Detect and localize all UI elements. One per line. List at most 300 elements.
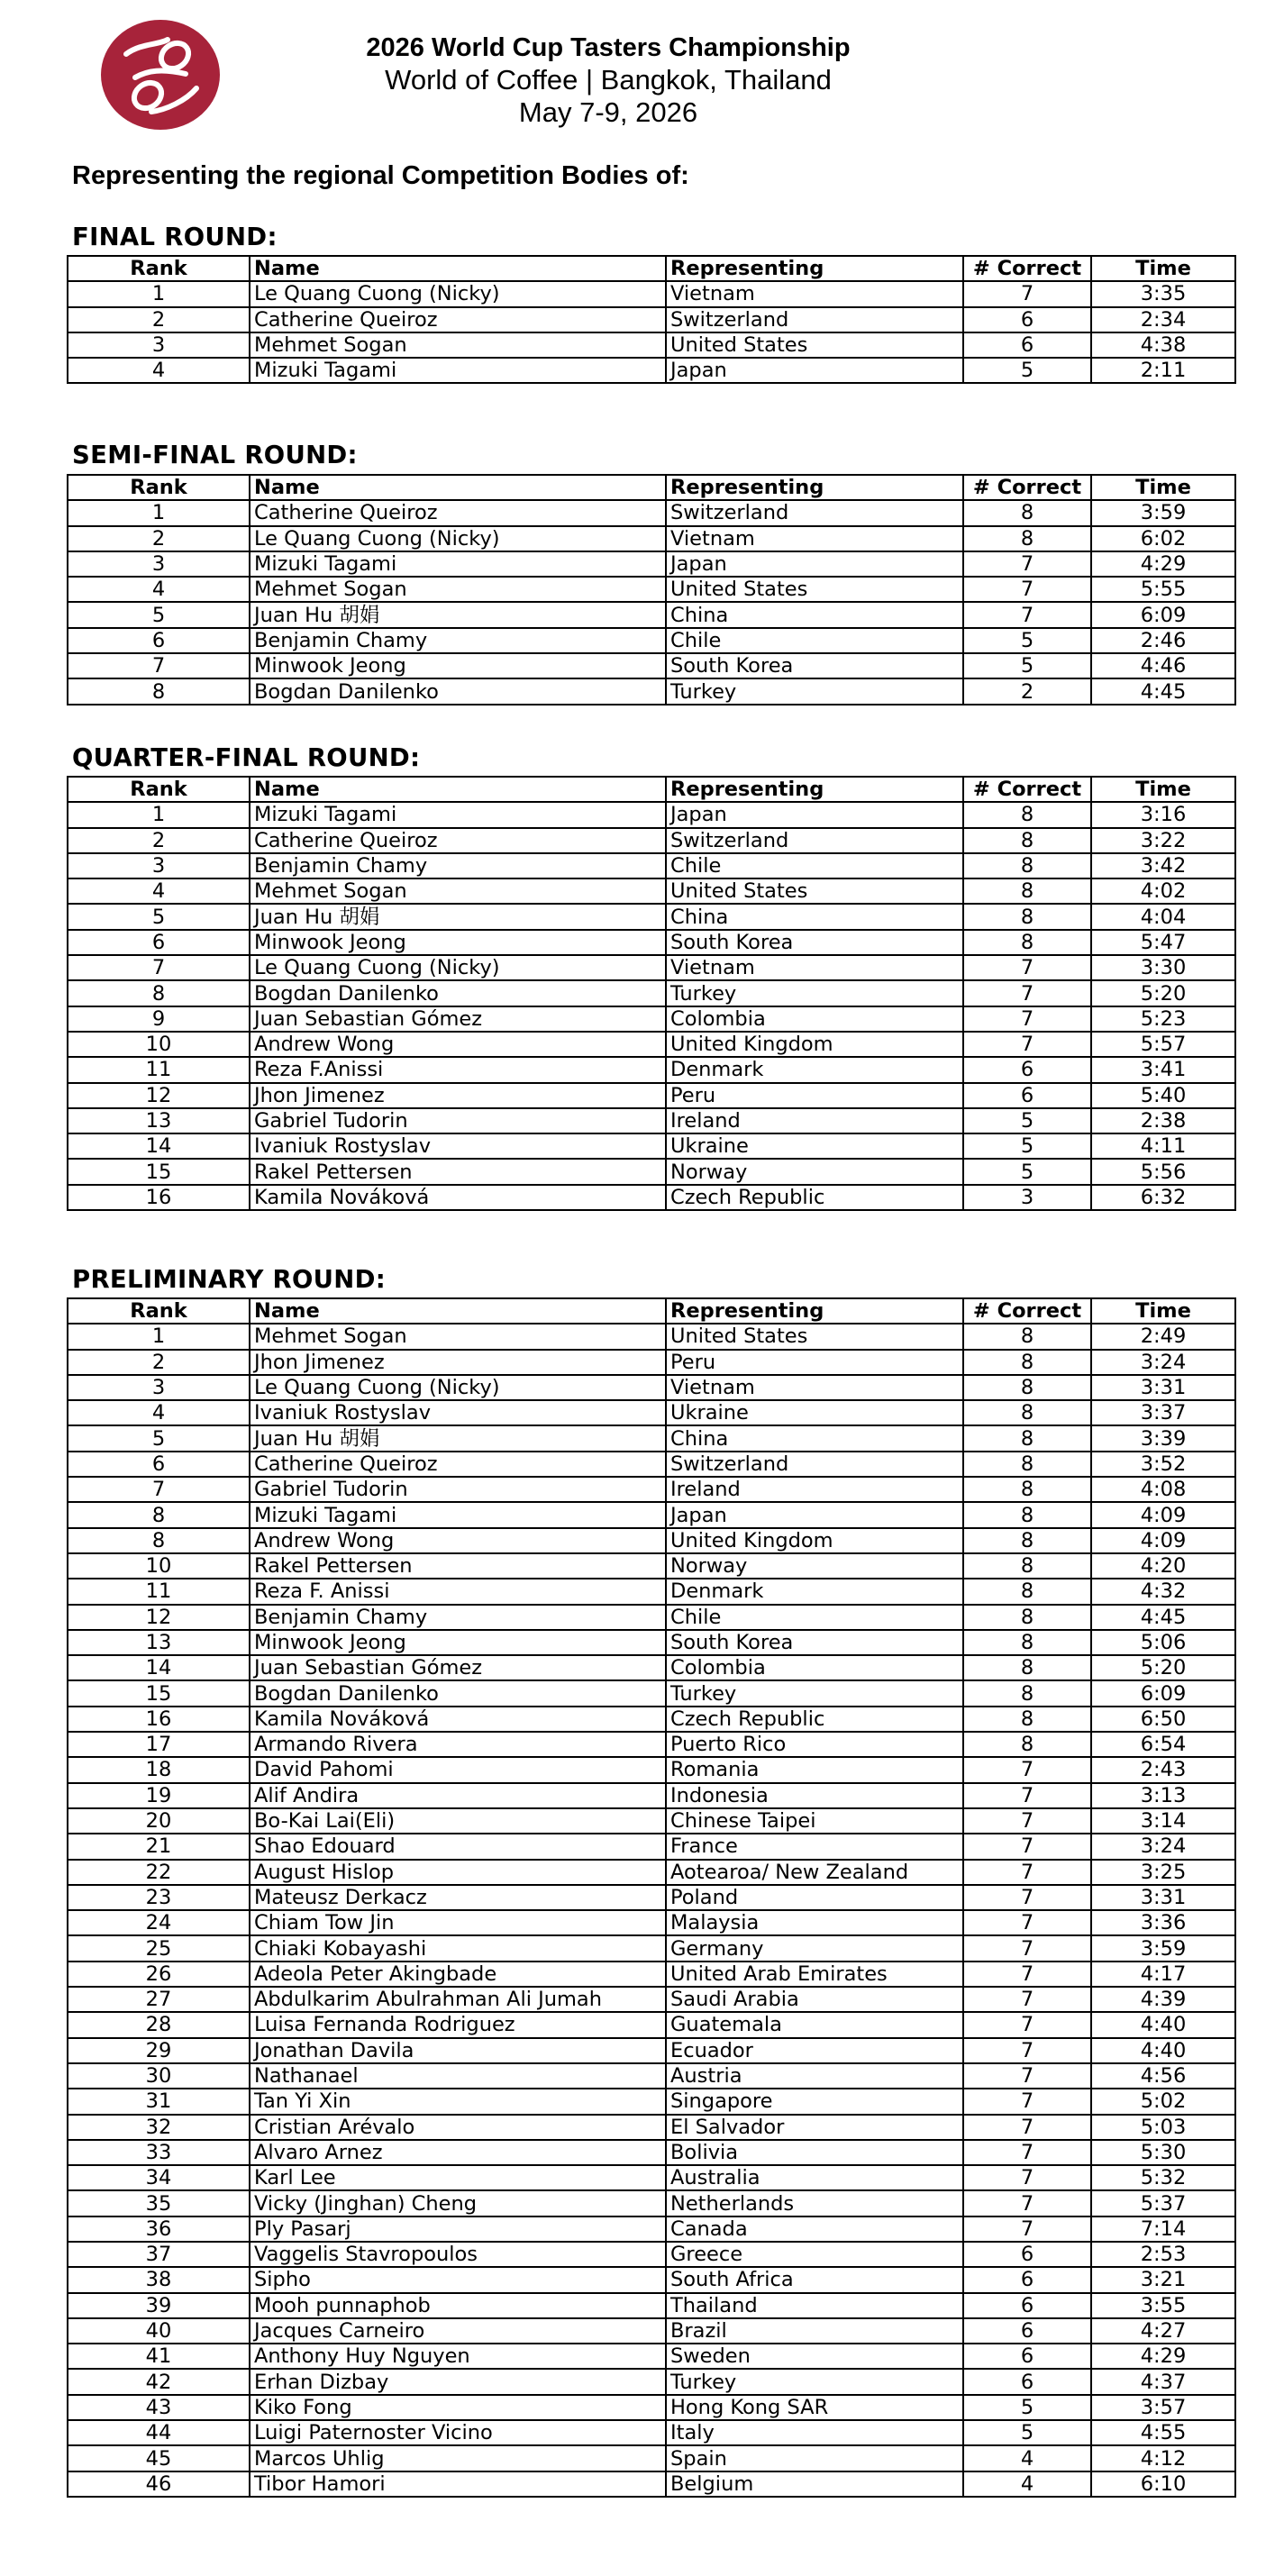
cell-rank: 8 [68, 1528, 250, 1553]
cell-rank: 33 [68, 2140, 250, 2165]
cell-correct: 8 [963, 1350, 1091, 1375]
table-row [68, 1783, 1235, 1808]
table-row [68, 1502, 1235, 1527]
cell-name: Mehmet Sogan [250, 878, 666, 904]
cell-name: David Pahomi [250, 1757, 666, 1782]
column-header-name: Name [250, 475, 666, 500]
table-row [68, 628, 1235, 653]
cell-name: Andrew Wong [250, 1032, 666, 1057]
cell-correct: 6 [963, 2344, 1091, 2369]
column-header-representing: Representing [666, 1298, 963, 1324]
table-row [68, 1680, 1235, 1706]
cell-rank: 6 [68, 930, 250, 955]
cell-representing: Peru [666, 1350, 963, 1375]
cell-correct: 8 [963, 526, 1091, 551]
cell-correct: 4 [963, 2445, 1091, 2471]
cell-rank: 37 [68, 2242, 250, 2267]
cell-representing: South Korea [666, 653, 963, 678]
cell-rank: 15 [68, 1680, 250, 1706]
cell-rank: 25 [68, 1935, 250, 1961]
cell-name: Benjamin Chamy [250, 1605, 666, 1630]
cell-correct: 3 [963, 1185, 1091, 1210]
table-row [68, 1324, 1235, 1349]
cell-name: Chiaki Kobayashi [250, 1935, 666, 1961]
cell-name: Jonathan Davila [250, 2038, 666, 2063]
cell-representing: South Africa [666, 2267, 963, 2292]
semi-final-round-title: SEMI-FINAL ROUND: [72, 441, 358, 469]
cell-correct: 7 [963, 1006, 1091, 1032]
cell-time: 2:49 [1091, 1324, 1235, 1349]
cell-time: 5:55 [1091, 577, 1235, 602]
table-row [68, 2420, 1235, 2445]
cell-rank: 9 [68, 1006, 250, 1032]
cell-name: Le Quang Cuong (Nicky) [250, 526, 666, 551]
cell-name: Jhon Jimenez [250, 1083, 666, 1108]
cell-name: Le Quang Cuong (Nicky) [250, 1375, 666, 1400]
semi-final-round-table [67, 474, 1236, 705]
cell-time: 3:24 [1091, 1350, 1235, 1375]
cell-representing: Switzerland [666, 500, 963, 525]
cell-correct: 7 [963, 1808, 1091, 1834]
cell-rank: 40 [68, 2318, 250, 2344]
cell-rank: 8 [68, 980, 250, 1006]
cell-time: 3:52 [1091, 1452, 1235, 1477]
cell-correct: 7 [963, 577, 1091, 602]
table-row [68, 1732, 1235, 1757]
cell-rank: 1 [68, 1324, 250, 1349]
cell-rank: 1 [68, 281, 250, 306]
cell-name: Vicky (Jinghan) Cheng [250, 2190, 666, 2216]
cell-rank: 32 [68, 2115, 250, 2140]
cell-representing: China [666, 1425, 963, 1451]
cell-name: Rakel Pettersen [250, 1553, 666, 1579]
table-row [68, 1630, 1235, 1655]
cell-representing: Denmark [666, 1057, 963, 1082]
cell-representing: South Korea [666, 1630, 963, 1655]
cell-time: 4:32 [1091, 1579, 1235, 1604]
cell-representing: Ireland [666, 1477, 963, 1502]
cell-time: 4:39 [1091, 1987, 1235, 2012]
cell-name: Gabriel Tudorin [250, 1108, 666, 1133]
cell-time: 4:09 [1091, 1528, 1235, 1553]
table-row [68, 577, 1235, 602]
table-row [68, 2038, 1235, 2063]
table-row [68, 1579, 1235, 1604]
cell-correct: 7 [963, 1910, 1091, 1935]
cell-time: 6:09 [1091, 1680, 1235, 1706]
cell-time: 6:09 [1091, 602, 1235, 627]
cell-rank: 12 [68, 1083, 250, 1108]
cell-correct: 7 [963, 955, 1091, 980]
cell-rank: 7 [68, 653, 250, 678]
cell-time: 4:27 [1091, 2318, 1235, 2344]
column-header-correct: # Correct [963, 256, 1091, 281]
cell-time: 4:29 [1091, 2344, 1235, 2369]
table-row [68, 1159, 1235, 1184]
cell-correct: 7 [963, 2190, 1091, 2216]
cell-representing: Belgium [666, 2471, 963, 2497]
cell-rank: 16 [68, 1707, 250, 1732]
event-dates: May 7-9, 2026 [518, 96, 698, 128]
cell-rank: 45 [68, 2445, 250, 2471]
cell-representing: Germany [666, 1935, 963, 1961]
cell-name: Catherine Queiroz [250, 307, 666, 332]
cell-correct: 7 [963, 2089, 1091, 2114]
cell-representing: Malaysia [666, 1910, 963, 1935]
cell-representing: Vietnam [666, 1375, 963, 1400]
cell-correct: 6 [963, 307, 1091, 332]
coffee-cups-logo-icon [99, 18, 222, 132]
cell-name: Bogdan Danilenko [250, 1680, 666, 1706]
cell-correct: 5 [963, 2420, 1091, 2445]
cell-name: Mizuki Tagami [250, 551, 666, 577]
cell-time: 3:13 [1091, 1783, 1235, 1808]
table-row [68, 1057, 1235, 1082]
cell-rank: 15 [68, 1159, 250, 1184]
column-header-time: Time [1091, 256, 1235, 281]
cell-rank: 3 [68, 1375, 250, 1400]
cell-correct: 6 [963, 332, 1091, 358]
cell-rank: 5 [68, 602, 250, 627]
cell-time: 3:59 [1091, 500, 1235, 525]
cell-correct: 7 [963, 980, 1091, 1006]
table-row [68, 2242, 1235, 2267]
cell-representing: Ukraine [666, 1400, 963, 1425]
cell-time: 6:10 [1091, 2471, 1235, 2497]
table-row [68, 878, 1235, 904]
cell-time: 5:56 [1091, 1159, 1235, 1184]
column-header-representing: Representing [666, 256, 963, 281]
cell-correct: 7 [963, 2012, 1091, 2037]
table-row [68, 1935, 1235, 1961]
table-row [68, 955, 1235, 980]
table-header-row [68, 256, 1235, 281]
cell-representing: Poland [666, 1885, 963, 1910]
cell-rank: 31 [68, 2089, 250, 2114]
cell-correct: 6 [963, 2369, 1091, 2394]
representing-heading: Representing the regional Competition Bodies of: [72, 161, 689, 190]
cell-rank: 11 [68, 1579, 250, 1604]
cell-name: Adeola Peter Akingbade [250, 1962, 666, 1987]
cell-rank: 2 [68, 307, 250, 332]
table-row [68, 1350, 1235, 1375]
table-row [68, 2115, 1235, 2140]
cell-name: Anthony Huy Nguyen [250, 2344, 666, 2369]
event-venue: World of Coffee | Bangkok, Thailand [385, 64, 832, 96]
table-row [68, 602, 1235, 627]
cell-correct: 8 [963, 828, 1091, 853]
cell-rank: 43 [68, 2395, 250, 2420]
table-row [68, 2318, 1235, 2344]
cell-correct: 8 [963, 1324, 1091, 1349]
cell-name: Juan Hu 胡娟 [250, 904, 666, 929]
cell-rank: 10 [68, 1032, 250, 1057]
table-row [68, 1885, 1235, 1910]
cell-representing: Japan [666, 802, 963, 827]
cell-rank: 6 [68, 1452, 250, 1477]
cell-representing: Turkey [666, 678, 963, 704]
table-header-row [68, 1298, 1235, 1324]
cell-correct: 8 [963, 853, 1091, 878]
cell-representing: United Kingdom [666, 1032, 963, 1057]
cell-representing: Brazil [666, 2318, 963, 2344]
cell-representing: Colombia [666, 1655, 963, 1680]
table-row [68, 332, 1235, 358]
cell-name: Erhan Dizbay [250, 2369, 666, 2394]
cell-time: 3:31 [1091, 1375, 1235, 1400]
table-row [68, 2471, 1235, 2497]
cell-representing: United Kingdom [666, 1528, 963, 1553]
table-row [68, 1477, 1235, 1502]
cell-correct: 8 [963, 1630, 1091, 1655]
cell-time: 3:42 [1091, 853, 1235, 878]
cell-representing: Sweden [666, 2344, 963, 2369]
cell-rank: 22 [68, 1860, 250, 1885]
cell-time: 2:43 [1091, 1757, 1235, 1782]
table-row [68, 2140, 1235, 2165]
cell-rank: 26 [68, 1962, 250, 1987]
cell-correct: 6 [963, 2267, 1091, 2292]
table-row [68, 1655, 1235, 1680]
cell-rank: 12 [68, 1605, 250, 1630]
cell-representing: Japan [666, 1502, 963, 1527]
cell-time: 5:23 [1091, 1006, 1235, 1032]
cell-representing: Chile [666, 853, 963, 878]
cell-correct: 8 [963, 500, 1091, 525]
cell-time: 5:02 [1091, 2089, 1235, 2114]
cell-rank: 2 [68, 1350, 250, 1375]
cell-name: Minwook Jeong [250, 653, 666, 678]
table-row [68, 853, 1235, 878]
cell-time: 3:16 [1091, 802, 1235, 827]
column-header-rank: Rank [68, 777, 250, 802]
cell-correct: 6 [963, 1057, 1091, 1082]
column-header-name: Name [250, 256, 666, 281]
table-row [68, 2445, 1235, 2471]
cell-time: 4:08 [1091, 1477, 1235, 1502]
cell-name: Mehmet Sogan [250, 1324, 666, 1349]
cell-correct: 7 [963, 1783, 1091, 1808]
cell-correct: 7 [963, 1032, 1091, 1057]
cell-time: 2:38 [1091, 1108, 1235, 1133]
cell-correct: 7 [963, 1935, 1091, 1961]
cell-name: Ply Pasarj [250, 2216, 666, 2242]
cell-time: 4:17 [1091, 1962, 1235, 1987]
cell-rank: 30 [68, 2063, 250, 2089]
cell-name: Vaggelis Stavropoulos [250, 2242, 666, 2267]
cell-rank: 35 [68, 2190, 250, 2216]
table-row [68, 653, 1235, 678]
cell-representing: Vietnam [666, 955, 963, 980]
cell-representing: Ukraine [666, 1133, 963, 1159]
cell-time: 3:57 [1091, 2395, 1235, 2420]
championship-title: 2026 World Cup Tasters Championship [366, 33, 851, 62]
cell-representing: Turkey [666, 980, 963, 1006]
cell-correct: 8 [963, 1579, 1091, 1604]
cell-time: 4:38 [1091, 332, 1235, 358]
cell-name: Mateusz Derkacz [250, 1885, 666, 1910]
cell-name: Mooh punnaphob [250, 2293, 666, 2318]
cell-name: Juan Hu 胡娟 [250, 1425, 666, 1451]
cell-representing: United Arab Emirates [666, 1962, 963, 1987]
cell-time: 5:32 [1091, 2165, 1235, 2190]
cell-name: Jhon Jimenez [250, 1350, 666, 1375]
cell-name: Armando Rivera [250, 1732, 666, 1757]
table-row [68, 1185, 1235, 1210]
cell-name: Catherine Queiroz [250, 500, 666, 525]
cell-time: 5:06 [1091, 1630, 1235, 1655]
cell-time: 4:40 [1091, 2012, 1235, 2037]
final-round-table [67, 255, 1236, 384]
cell-correct: 5 [963, 653, 1091, 678]
cell-representing: Aotearoa/ New Zealand [666, 1860, 963, 1885]
cell-representing: Turkey [666, 1680, 963, 1706]
cell-rank: 7 [68, 1477, 250, 1502]
cell-rank: 4 [68, 358, 250, 383]
cell-time: 3:39 [1091, 1425, 1235, 1451]
column-header-rank: Rank [68, 1298, 250, 1324]
cell-representing: Hong Kong SAR [666, 2395, 963, 2420]
column-header-time: Time [1091, 1298, 1235, 1324]
cell-correct: 5 [963, 1108, 1091, 1133]
table-row [68, 2089, 1235, 2114]
cell-representing: Peru [666, 1083, 963, 1108]
cell-representing: Chile [666, 1605, 963, 1630]
cell-correct: 5 [963, 358, 1091, 383]
cell-rank: 3 [68, 551, 250, 577]
cell-correct: 6 [963, 2242, 1091, 2267]
cell-representing: Puerto Rico [666, 1732, 963, 1757]
cell-name: Mizuki Tagami [250, 1502, 666, 1527]
cell-rank: 1 [68, 500, 250, 525]
cell-representing: Netherlands [666, 2190, 963, 2216]
cell-rank: 8 [68, 678, 250, 704]
column-header-correct: # Correct [963, 777, 1091, 802]
cell-rank: 5 [68, 904, 250, 929]
cell-time: 3:36 [1091, 1910, 1235, 1935]
cell-correct: 5 [963, 1159, 1091, 1184]
cell-representing: United States [666, 1324, 963, 1349]
cell-correct: 8 [963, 878, 1091, 904]
cell-time: 3:59 [1091, 1935, 1235, 1961]
cell-time: 3:30 [1091, 955, 1235, 980]
cell-rank: 13 [68, 1108, 250, 1133]
table-row [68, 551, 1235, 577]
cell-time: 5:30 [1091, 2140, 1235, 2165]
cell-correct: 7 [963, 1834, 1091, 1859]
cell-representing: Canada [666, 2216, 963, 2242]
cell-representing: Romania [666, 1757, 963, 1782]
cell-name: Luigi Paternoster Vicino [250, 2420, 666, 2445]
cell-name: Benjamin Chamy [250, 853, 666, 878]
cell-time: 4:04 [1091, 904, 1235, 929]
column-header-name: Name [250, 1298, 666, 1324]
table-row [68, 1108, 1235, 1133]
cell-time: 3:14 [1091, 1808, 1235, 1834]
table-row [68, 2190, 1235, 2216]
cell-representing: Ecuador [666, 2038, 963, 2063]
cell-time: 4:46 [1091, 653, 1235, 678]
cell-representing: United States [666, 332, 963, 358]
cell-correct: 7 [963, 2140, 1091, 2165]
column-header-representing: Representing [666, 475, 963, 500]
cell-time: 5:20 [1091, 980, 1235, 1006]
cell-correct: 2 [963, 678, 1091, 704]
cell-time: 4:29 [1091, 551, 1235, 577]
cell-rank: 41 [68, 2344, 250, 2369]
cell-representing: Czech Republic [666, 1707, 963, 1732]
table-row [68, 2012, 1235, 2037]
cell-rank: 14 [68, 1655, 250, 1680]
cell-rank: 2 [68, 828, 250, 853]
cell-correct: 7 [963, 2115, 1091, 2140]
cell-time: 4:45 [1091, 1605, 1235, 1630]
cell-representing: China [666, 602, 963, 627]
cell-representing: Switzerland [666, 828, 963, 853]
cell-name: Tibor Hamori [250, 2471, 666, 2497]
cell-name: Juan Sebastian Gómez [250, 1655, 666, 1680]
cell-representing: Colombia [666, 1006, 963, 1032]
cell-correct: 8 [963, 1477, 1091, 1502]
column-header-rank: Rank [68, 475, 250, 500]
cell-rank: 5 [68, 1425, 250, 1451]
cell-rank: 13 [68, 1630, 250, 1655]
cell-rank: 18 [68, 1757, 250, 1782]
championship-logo [99, 18, 222, 132]
final-round-title: FINAL ROUND: [72, 223, 278, 251]
table-row [68, 358, 1235, 383]
cell-representing: Saudi Arabia [666, 1987, 963, 2012]
table-row [68, 2293, 1235, 2318]
table-row [68, 904, 1235, 929]
cell-representing: United States [666, 878, 963, 904]
cell-correct: 8 [963, 1707, 1091, 1732]
cell-representing: Denmark [666, 1579, 963, 1604]
cell-name: Ivaniuk Rostyslav [250, 1133, 666, 1159]
cell-name: Abdulkarim Abulrahman Ali Jumah [250, 1987, 666, 2012]
cell-representing: Thailand [666, 2293, 963, 2318]
table-row [68, 1834, 1235, 1859]
column-header-correct: # Correct [963, 1298, 1091, 1324]
cell-time: 4:11 [1091, 1133, 1235, 1159]
cell-representing: China [666, 904, 963, 929]
table-row [68, 828, 1235, 853]
table-row [68, 500, 1235, 525]
column-header-time: Time [1091, 777, 1235, 802]
cell-time: 6:02 [1091, 526, 1235, 551]
cell-correct: 8 [963, 1452, 1091, 1477]
cell-name: Shao Edouard [250, 1834, 666, 1859]
cell-correct: 7 [963, 281, 1091, 306]
cell-rank: 14 [68, 1133, 250, 1159]
column-header-rank: Rank [68, 256, 250, 281]
cell-name: Rakel Pettersen [250, 1159, 666, 1184]
cell-time: 3:41 [1091, 1057, 1235, 1082]
table-row [68, 1707, 1235, 1732]
cell-rank: 19 [68, 1783, 250, 1808]
cell-time: 4:12 [1091, 2445, 1235, 2471]
cell-correct: 8 [963, 930, 1091, 955]
cell-rank: 17 [68, 1732, 250, 1757]
table-row [68, 2267, 1235, 2292]
cell-name: Alvaro Arnez [250, 2140, 666, 2165]
cell-representing: Austria [666, 2063, 963, 2089]
table-row [68, 1400, 1235, 1425]
cell-representing: Japan [666, 551, 963, 577]
cell-name: Gabriel Tudorin [250, 1477, 666, 1502]
table-row [68, 2395, 1235, 2420]
cell-representing: Vietnam [666, 281, 963, 306]
